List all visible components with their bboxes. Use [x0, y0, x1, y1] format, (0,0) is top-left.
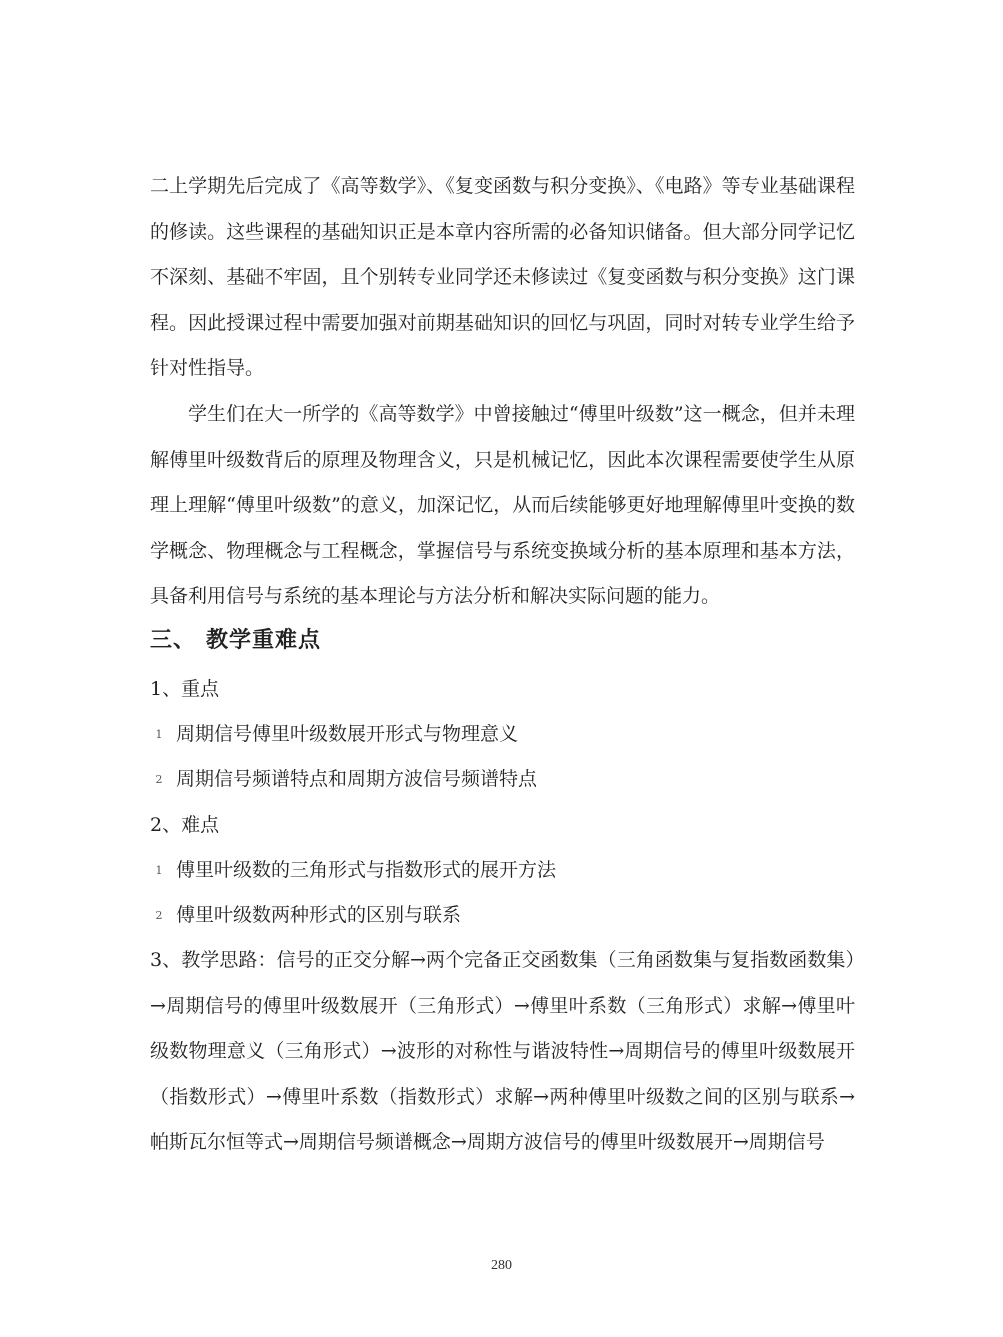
- difficult-points-label: 2、难点: [150, 814, 220, 836]
- circled-number-marker: 1: [155, 728, 163, 741]
- page-number: 280: [491, 1258, 512, 1273]
- key-point-text: 周期信号频谱特点和周期方波信号频谱特点: [176, 768, 538, 790]
- circled-number-marker: 1: [155, 864, 163, 877]
- key-points-label: 1、重点: [150, 678, 220, 700]
- paragraph-fourier-understanding: 学生们在大一所学的《高等数学》中曾接触过“傅里叶级数”这一概念，但并未理解傅里叶级数背后的原理及物理含义，只是机械记忆，因此本次课程需要使学生从原理上理解“傅里叶级数”的意义，加深记忆，从而后续能够更好地理解傅里叶变换的数学概念、物理概念与工程概念，掌握信号与系统变换域分析的基本原理和基本方法，具备利用信号与系统的基本理论与方法分析和解决实际问题的能力。: [150, 403, 855, 608]
- difficult-point-text: 傅里叶级数的三角形式与指数形式的展开方法: [176, 859, 557, 881]
- difficult-point-item-1: [150, 855, 556, 885]
- paragraph-prerequisites: 二上学期先后完成了《高等数学》、《复变函数与积分变换》、《电路》等专业基础课程的修读。这些课程的基础知识正是本章内容所需的必备知识储备。但大部分同学记忆不深刻、基础不牢固，且个别转专业同学还未修读过《复变函数与积分变换》这门课程。因此授课过程中需要加强对前期基础知识的回忆与巩固，同时对转专业学生给予针对性指导。: [150, 175, 855, 380]
- circled-number-marker: 2: [155, 909, 163, 922]
- section-title: 教学重难点: [206, 628, 322, 653]
- section-number: 三、: [150, 628, 197, 653]
- difficult-point-text: 傅里叶级数两种形式的区别与联系: [176, 904, 462, 926]
- circled-number-marker: 2: [155, 773, 163, 786]
- key-point-item-2: [150, 764, 537, 794]
- section-heading: [150, 621, 321, 661]
- key-point-item-1: [150, 719, 518, 749]
- teaching-idea-paragraph: 3、教学思路：信号的正交分解→两个完备正交函数集（三角函数集与复指数函数集）→周期信号的傅里叶级数展开（三角形式）→傅里叶系数（三角形式）求解→傅里叶级数物理意义（三角形式）→波形的对称性与谐波特性→周期信号的傅里叶级数展开（指数形式）→傅里叶系数（指数形式）求解→两种傅里叶级数之间的区别与联系→帕斯瓦尔恒等式→周期信号频谱概念→周期方波信号的傅里叶级数展开→周期信号: [150, 949, 855, 1154]
- difficult-point-item-2: [150, 900, 461, 930]
- key-point-text: 周期信号傅里叶级数展开形式与物理意义: [176, 723, 519, 745]
